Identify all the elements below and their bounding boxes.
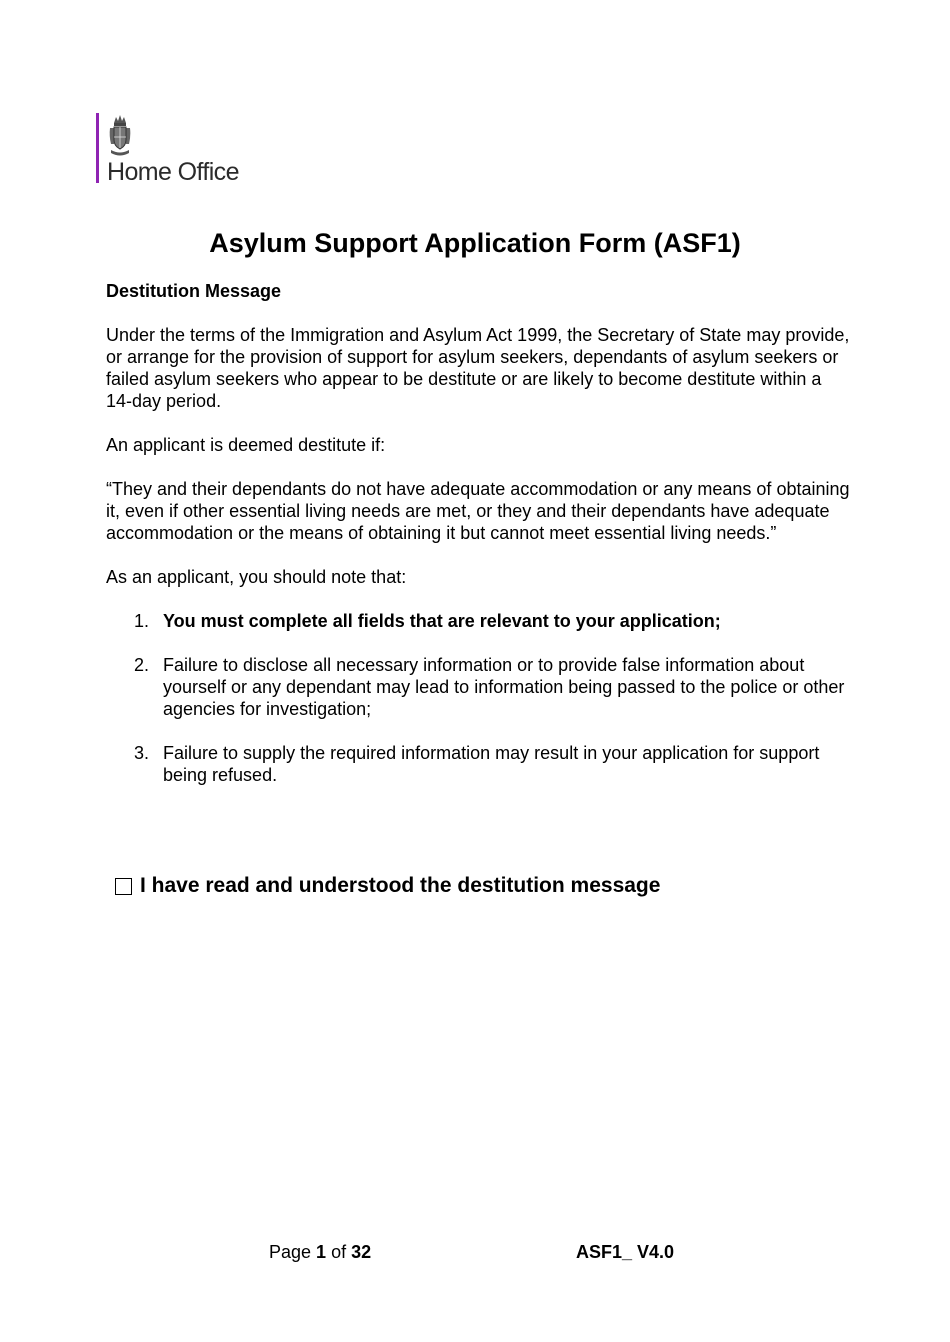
list-item-text: You must complete all fields that are relevant to your application;	[163, 611, 721, 631]
royal-coat-of-arms-icon	[108, 114, 132, 158]
paragraph-definition-quote: “They and their dependants do not have adequate accommodation or any means of obtaining it, even if other essential living needs are met, or they and their dependants have adequate accommodation or the means of obtaining it but cannot meet essential living needs.”	[106, 479, 850, 543]
destitution-message-section	[106, 280, 851, 808]
acknowledgement-label[interactable]: I have read and understood the destitution message	[140, 874, 661, 897]
list-item	[106, 654, 851, 720]
logo-brand-bar	[96, 113, 99, 183]
notes-list	[106, 610, 851, 786]
page-title: Asylum Support Application Form (ASF1)	[209, 228, 741, 258]
list-item-text: Failure to supply the required information may result in your application for support being refused.	[163, 743, 820, 785]
paragraph-notes-intro: As an applicant, you should note that:	[106, 567, 407, 587]
list-item-number: 1.	[134, 611, 150, 631]
page-number	[269, 1241, 371, 1263]
organisation-name: Home Office	[107, 158, 239, 186]
paragraph-act: Under the terms of the Immigration and Asylum Act 1999, the Secretary of State may provide, or arrange for the provision of support for asylum seekers, dependants of asylum seekers or failed asylum seekers who appear to be destitute or are likely to become destitute within a 14-day period.	[106, 325, 850, 411]
list-item-text: Failure to disclose all necessary information or to provide false information about yourself or any dependant may lead to information being passed to the police or other agencies for investigation;	[163, 655, 845, 719]
paragraph-definition-intro: An applicant is deemed destitute if:	[106, 435, 386, 455]
form-version: ASF1_ V4.0	[576, 1242, 675, 1262]
acknowledgement-row	[115, 872, 660, 900]
list-item	[106, 742, 851, 786]
acknowledgement-checkbox[interactable]	[115, 878, 132, 895]
list-item-number: 2.	[134, 655, 150, 675]
section-heading: Destitution Message	[106, 281, 282, 301]
home-office-logo	[96, 113, 276, 184]
page-current: 1	[316, 1242, 327, 1262]
list-item	[106, 610, 851, 632]
page-prefix: Page	[269, 1242, 317, 1262]
page-total: 32	[351, 1242, 372, 1262]
page-of: of	[326, 1242, 352, 1262]
list-item-number: 3.	[134, 743, 150, 763]
